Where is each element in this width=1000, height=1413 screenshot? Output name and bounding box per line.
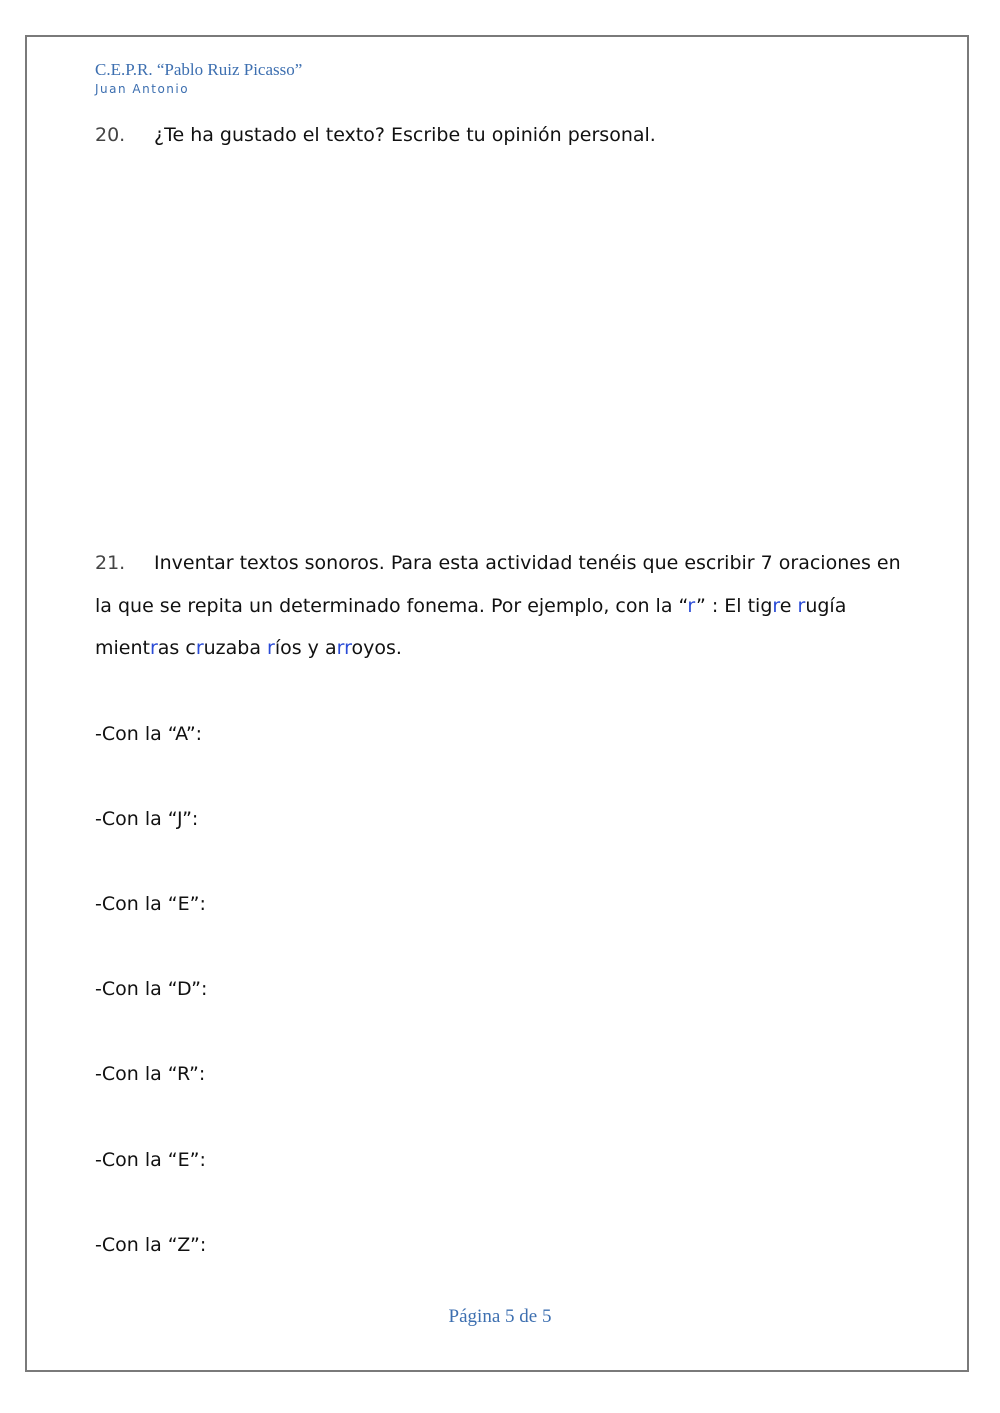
question-21-text-2c: ” : El tig [695,595,773,617]
page-number-footer: Página 5 de 5 [448,1306,552,1327]
highlight-letter: r [195,637,204,659]
prompt-con-la-e: -Con la “E”: [95,893,206,915]
question-21-text-3e: uzaba [203,637,268,659]
question-21-text-3g: íos y a [274,637,337,659]
question-20 [95,124,656,146]
highlight-letter: r [797,595,806,617]
header-author: Juan Antonio [95,82,190,96]
highlight-letter: r [772,595,780,617]
question-20-number: 20. [95,124,126,146]
question-21-line-3 [95,637,402,659]
prompt-con-la-r: -Con la “R”: [95,1063,206,1085]
prompt-con-la-z: -Con la “Z”: [95,1234,207,1256]
question-21-text-3i: oyos. [351,637,402,659]
highlight-letter: rr [336,637,352,659]
question-21-text-3a: mient [95,637,150,659]
prompt-con-la-d: -Con la “D”: [95,978,208,1000]
header-school-name: C.E.P.R. “Pablo Ruiz Picasso” [95,60,303,79]
prompt-con-la-e-2: -Con la “E”: [95,1149,206,1171]
question-21-text-2a: la que se repita un determinado fonema. Por ejemplo, con la “ [95,595,688,617]
prompt-con-la-j: -Con la “J”: [95,808,199,830]
question-21-text-3c: as c [157,637,196,659]
highlight-letter: r [267,637,275,659]
question-21-line-1 [95,552,901,574]
prompt-con-la-a: -Con la “A”: [95,723,203,745]
question-21-text-1: Inventar textos sonoros. Para esta actividad tenéis que escribir 7 oraciones en [154,552,901,574]
question-20-text: ¿Te ha gustado el texto? Escribe tu opinión personal. [154,124,656,146]
question-21-number: 21. [95,552,126,574]
question-21-line-2 [95,595,846,617]
question-21-text-2e: e [779,595,798,617]
highlight-letter: r [687,595,696,617]
question-20-answer-area[interactable] [95,175,905,515]
highlight-letter: r [149,637,158,659]
question-21-text-2g: ugía [805,595,847,617]
